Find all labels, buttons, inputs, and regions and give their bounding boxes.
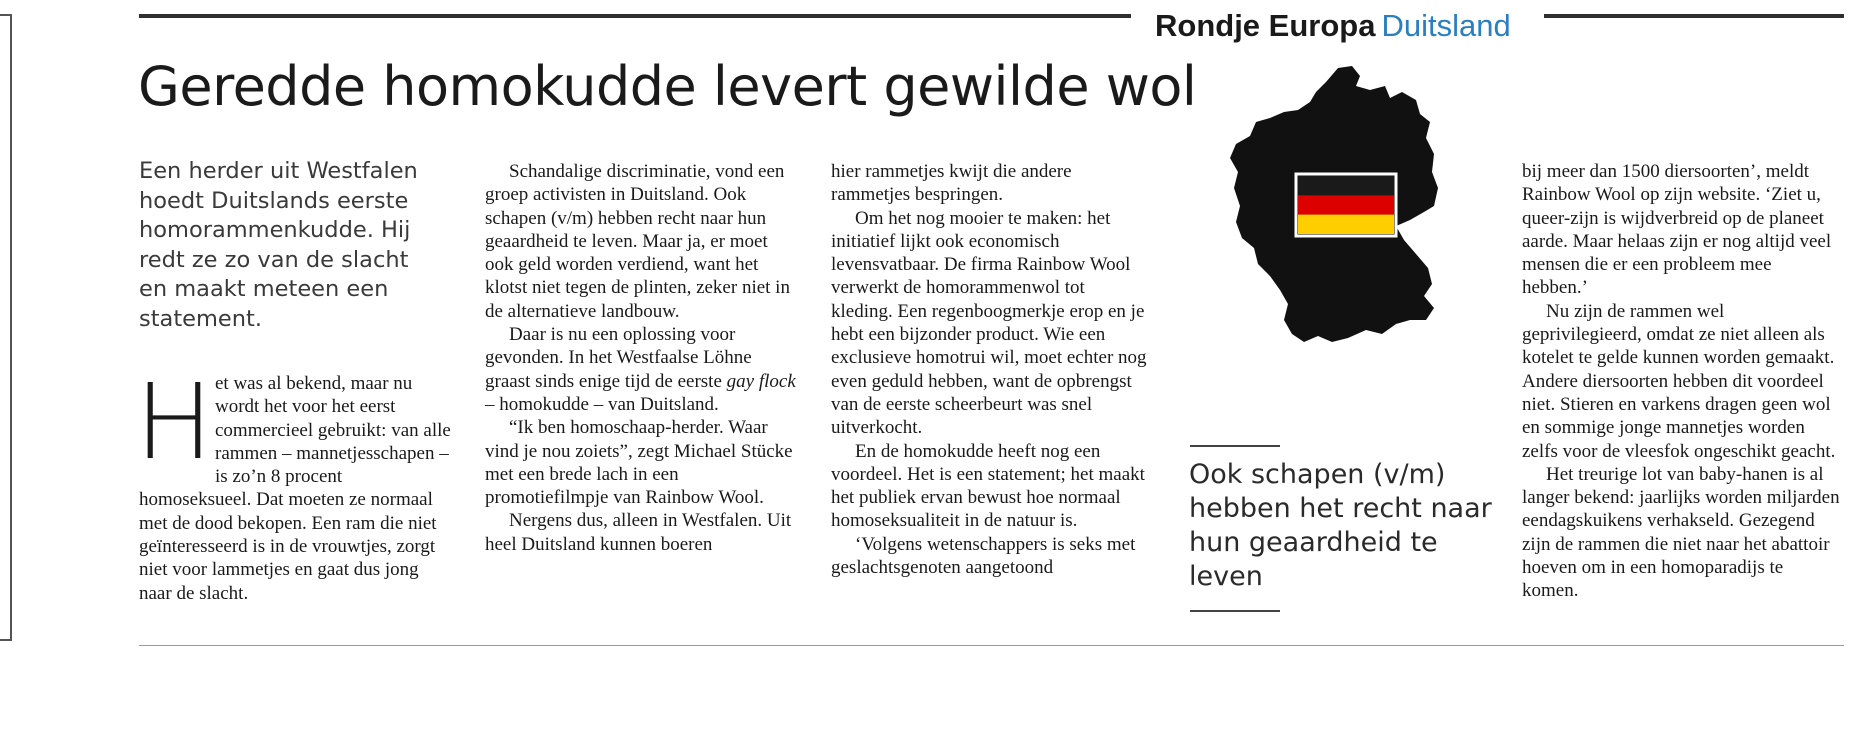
left-frame bbox=[0, 14, 12, 641]
article-headline: Geredde homokudde levert gewilde wol bbox=[138, 55, 1197, 118]
pullquote-rule-top bbox=[1190, 445, 1280, 447]
section-label bbox=[1155, 6, 1511, 46]
paragraph: Het treurige lot van baby-hanen is al langer bekend: jaarlijks worden miljarden eendagskuikens verhakseld. Gezegend zijn de rammen die niet naar het abattoir hoeven om in een homoparadijs te komen. bbox=[1522, 463, 1840, 602]
paragraph: bij meer dan 1500 diersoorten’, meldt Rainbow Wool op zijn website. ‘Ziet u, queer-zijn is wijdverbreid op de planeet aarde. Maar helaas zijn er nog altijd veel mensen die er een probleem mee hebben.’ bbox=[1522, 161, 1832, 299]
paragraph bbox=[485, 323, 800, 416]
article-column-2 bbox=[485, 160, 800, 556]
flag-stripe-black bbox=[1298, 176, 1394, 195]
paragraph: Schandalige discriminatie, vond een groep activisten in Duitsland. Ook schapen (v/m) hebben recht naar hun geaardheid te leven. Maar ja, er moet ook geld worden verdiend, want het klotst niet tegen de plinten, zeker niet in de alternatieve landbouw. bbox=[485, 161, 790, 322]
flag-stripe-gold bbox=[1298, 215, 1394, 234]
article-column-3 bbox=[831, 160, 1151, 579]
article-column-4 bbox=[1522, 160, 1842, 603]
article-intro: Een herder uit Westfalen hoedt Duitslands eerste homorammenkudde. Hij redt ze zo van de slacht en maakt meteen een statement. bbox=[139, 158, 418, 332]
paragraph: ‘Volgens wetenschappers is seks met geslachtsgenoten aangetoond bbox=[831, 533, 1136, 579]
paragraph: Nu zijn de rammen wel geprivilegieerd, omdat ze niet alleen als kotelet te gelde kunnen worden gemaakt. Andere diersoorten hebben dit voordeel niet. Stieren en varkens dragen geen wol en sommige jonge mannetjes worden zelfs voor de vleesfok ongeschikt geacht. bbox=[1522, 300, 1836, 462]
drop-cap: H bbox=[135, 361, 214, 483]
bottom-rule bbox=[139, 645, 1844, 646]
pull-quote: Ook schapen (v/m) hebben het recht naar hun geaardheid te leven bbox=[1189, 459, 1492, 592]
germany-map-icon bbox=[1220, 62, 1464, 362]
paragraph: “Ik ben homoschaap-herder. Waar vind je nou zoiets”, zegt Michael Stücke met een brede lach in een promotiefilmpje van Rainbow Wool. bbox=[485, 417, 793, 509]
paragraph: En de homokudde heeft nog een voordeel. Het is een statement; het maakt het publiek ervan bewust hoe normaal homoseksualiteit in de natuur is. bbox=[831, 440, 1145, 532]
german-flag-icon bbox=[1296, 174, 1396, 236]
paragraph-text: Daar is nu een oplossing voor gevonden. In het Westfaalse Löhne graast sinds enige tijd de eerste bbox=[485, 324, 752, 392]
section-country: Duitsland bbox=[1381, 8, 1511, 43]
top-rule-right bbox=[1544, 14, 1844, 18]
article-column-1 bbox=[135, 361, 451, 605]
paragraph: Nergens dus, alleen in Westfalen. Uit heel Duitsland kunnen boeren bbox=[485, 510, 792, 555]
paragraph-text: – homokudde – van Duitsland. bbox=[485, 393, 719, 415]
paragraph: Om het nog mooier te maken: het initiatief lijkt ook economisch levensvatbaar. De firma Rainbow Wool verwerkt de homorammenwol tot kleding. Een regenboogmerkje erop en je hebt een bijzonder product. Wie een exclusieve homotrui wil, moet echter nog even geduld hebben, want de opbrengst van de eerste scheerbeurt was snel uitverkocht. bbox=[831, 207, 1147, 439]
section-name: Rondje Europa bbox=[1155, 8, 1376, 43]
pullquote-rule-bottom bbox=[1190, 610, 1280, 612]
paragraph: hier rammetjes kwijt die andere rammetjes bespringen. bbox=[831, 161, 1072, 206]
paragraph: et was al bekend, maar nu wordt het voor het eerst commercieel gebruikt: van alle rammen – mannetjesschapen – is zo’n 8 procent homoseksueel. Dat moeten ze normaal met de dood bekopen. Een ram die niet geïnteresseerd is in de vrouwtjes, zorgt niet voor lammetjes en gaat dus jong naar de slacht. bbox=[139, 373, 451, 604]
flag-stripe-red bbox=[1298, 195, 1394, 214]
top-rule-left bbox=[139, 14, 1131, 18]
italic-term: gay flock bbox=[726, 370, 796, 392]
